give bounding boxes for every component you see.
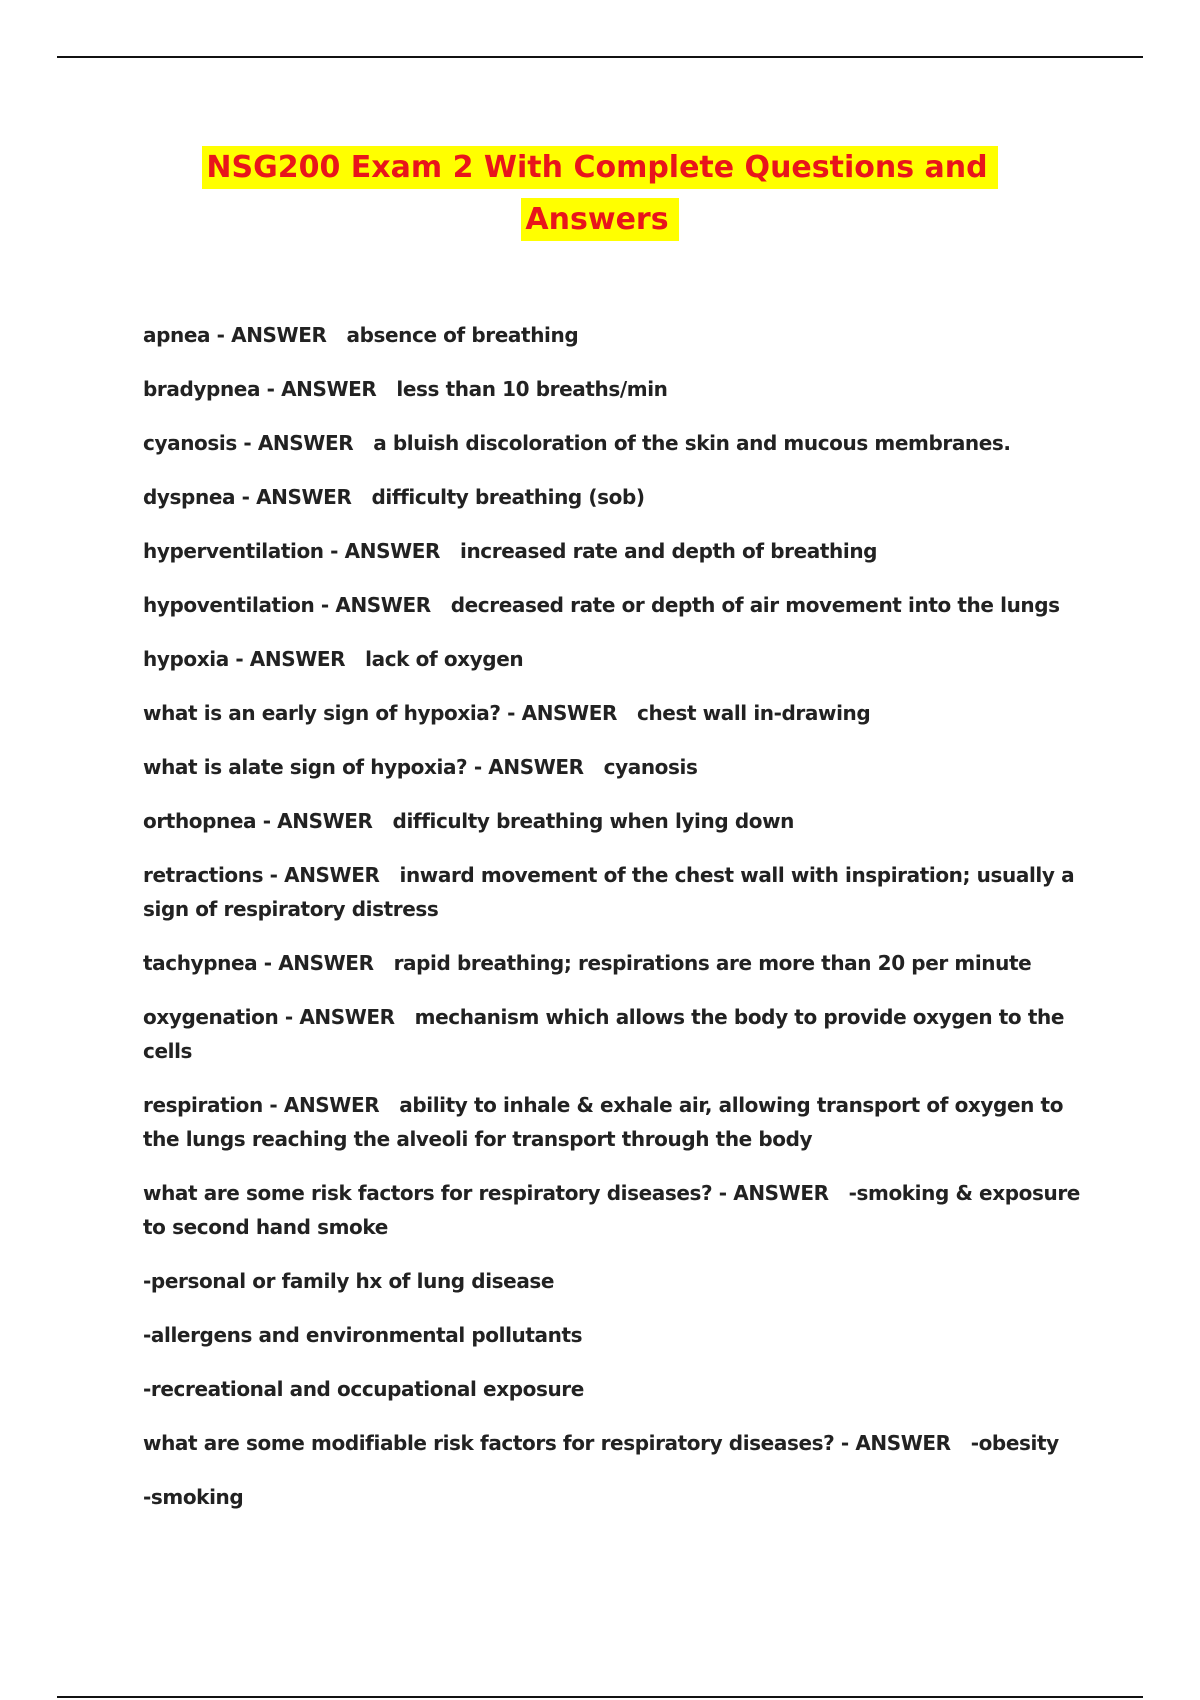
qa-answer: difficulty breathing when lying down: [392, 809, 795, 833]
qa-entry: [143, 696, 1093, 730]
qa-entry: [143, 534, 1093, 568]
qa-term: hyperventilation - ANSWER: [143, 539, 440, 563]
top-rule: [57, 56, 1143, 58]
qa-entry: [143, 426, 1093, 460]
qa-answer: chest wall in-drawing: [636, 701, 871, 725]
qa-entry: [143, 480, 1093, 514]
qa-answer: -smoking & exposure to second hand smoke: [143, 1181, 1080, 1239]
qa-entry: [143, 1088, 1093, 1156]
qa-term: what is an early sign of hypoxia? - ANSWER: [143, 701, 617, 725]
title-line-1: NSG200 Exam 2 With Complete Questions and: [100, 142, 1100, 194]
qa-answer: rapid breathing; respirations are more than 20 per minute: [393, 951, 1032, 975]
qa-entry: [143, 1426, 1093, 1460]
qa-term: apnea - ANSWER: [143, 323, 327, 347]
qa-answer: -obesity: [970, 1431, 1059, 1455]
qa-term: retractions - ANSWER: [143, 863, 380, 887]
qa-term: what are some modifiable risk factors for respiratory diseases? - ANSWER: [143, 1431, 951, 1455]
qa-answer: decreased rate or depth of air movement into the lungs: [450, 593, 1060, 617]
qa-answer: lack of oxygen: [365, 647, 524, 671]
qa-term: what are some risk factors for respiratory diseases? - ANSWER: [143, 1181, 829, 1205]
qa-term: tachypnea - ANSWER: [143, 951, 374, 975]
bottom-rule: [57, 1696, 1143, 1698]
qa-entry: [143, 588, 1093, 622]
qa-answer: -allergens and environmental pollutants: [143, 1323, 583, 1347]
qa-entry: [143, 1372, 1093, 1406]
qa-entry: [143, 318, 1093, 352]
qa-answer: increased rate and depth of breathing: [460, 539, 878, 563]
qa-entry: [143, 804, 1093, 838]
qa-answer: inward movement of the chest wall with inspiration; usually a sign of respiratory distress: [143, 863, 1075, 921]
qa-term: oxygenation - ANSWER: [143, 1005, 395, 1029]
qa-term: dyspnea - ANSWER: [143, 485, 352, 509]
qa-answer: -smoking: [143, 1485, 244, 1509]
qa-term: bradypnea - ANSWER: [143, 377, 377, 401]
qa-list: [143, 318, 1093, 1534]
qa-entry: [143, 642, 1093, 676]
qa-entry: [143, 946, 1093, 980]
qa-entry: [143, 372, 1093, 406]
qa-answer: less than 10 breaths/min: [396, 377, 668, 401]
qa-answer: ability to inhale & exhale air, allowing transport of oxygen to the lungs reaching the alveoli for transport through the body: [143, 1093, 1064, 1151]
qa-entry: [143, 1318, 1093, 1352]
qa-term: hypoventilation - ANSWER: [143, 593, 431, 617]
qa-entry: [143, 750, 1093, 784]
qa-term: orthopnea - ANSWER: [143, 809, 373, 833]
qa-answer: difficulty breathing (sob): [371, 485, 645, 509]
title-line-2: Answers: [100, 194, 1100, 246]
qa-entry: [143, 858, 1093, 926]
qa-entry: [143, 1480, 1093, 1514]
qa-term: what is alate sign of hypoxia? - ANSWER: [143, 755, 584, 779]
qa-entry: [143, 1176, 1093, 1244]
qa-term: cyanosis - ANSWER: [143, 431, 354, 455]
qa-entry: [143, 1000, 1093, 1068]
qa-answer: cyanosis: [603, 755, 698, 779]
qa-answer: a bluish discoloration of the skin and mucous membranes.: [373, 431, 1011, 455]
qa-term: hypoxia - ANSWER: [143, 647, 346, 671]
qa-term: respiration - ANSWER: [143, 1093, 380, 1117]
qa-entry: [143, 1264, 1093, 1298]
qa-answer: mechanism which allows the body to provide oxygen to the cells: [143, 1005, 1064, 1063]
qa-answer: -personal or family hx of lung disease: [143, 1269, 555, 1293]
qa-answer: absence of breathing: [346, 323, 579, 347]
page-title: [100, 142, 1100, 246]
qa-answer: -recreational and occupational exposure: [143, 1377, 584, 1401]
